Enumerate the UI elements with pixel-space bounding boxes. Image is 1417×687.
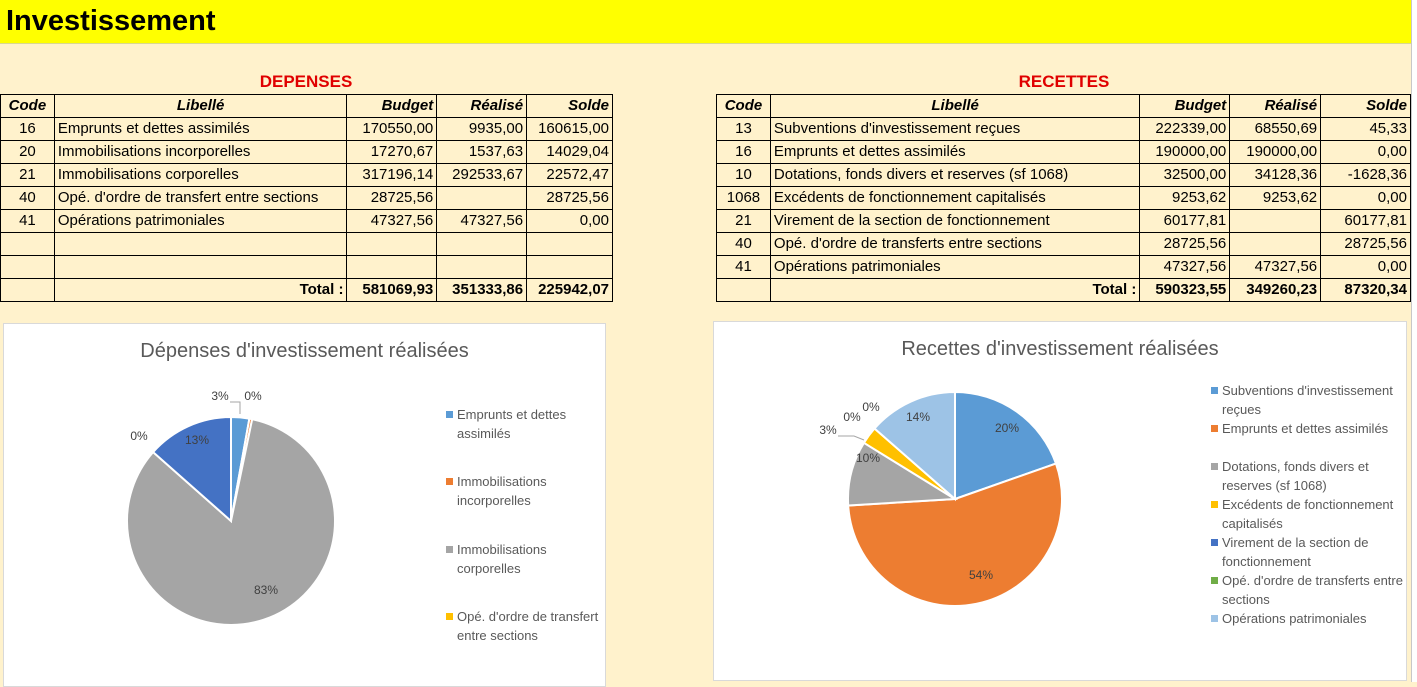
cell-solde[interactable]: 28725,56 — [1321, 233, 1411, 256]
total-budget[interactable]: 581069,93 — [347, 279, 437, 302]
legend-label: Excédents de fonctionnement capitalisés — [1222, 497, 1394, 531]
data-label: 0% — [862, 400, 880, 414]
cell-libelle[interactable] — [54, 256, 347, 279]
legend-swatch — [1211, 425, 1218, 432]
cell-code[interactable]: 10 — [717, 164, 771, 187]
cell-budget[interactable] — [347, 233, 437, 256]
cell-libelle[interactable] — [54, 233, 347, 256]
cell-code[interactable]: 1068 — [717, 187, 771, 210]
data-label: 83% — [253, 583, 279, 597]
cell-libelle[interactable]: Emprunts et dettes assimilés — [54, 118, 347, 141]
cell-code[interactable] — [1, 233, 55, 256]
table-row — [1, 256, 613, 279]
cell-budget[interactable]: 170550,00 — [347, 118, 437, 141]
data-label: 0% — [244, 389, 262, 403]
page-title: Investissement — [6, 5, 216, 37]
legend-swatch — [446, 613, 453, 620]
cell-code[interactable]: 16 — [1, 118, 55, 141]
table-row — [717, 118, 1411, 141]
cell-realise[interactable]: 9935,00 — [437, 118, 527, 141]
legend-label: Immobilisations corporelles — [457, 542, 547, 576]
table-row — [1, 233, 613, 256]
header-libelle: Libellé — [54, 95, 347, 118]
legend-swatch — [446, 546, 453, 553]
legend-swatch — [1211, 387, 1218, 394]
total-budget[interactable]: 590323,55 — [1140, 279, 1230, 302]
depenses-table — [0, 94, 613, 302]
cell-empty[interactable] — [717, 279, 771, 302]
table-row — [1, 210, 613, 233]
recettes-legend — [1211, 381, 1406, 641]
title-banner — [0, 0, 1411, 44]
total-solde[interactable]: 87320,34 — [1321, 279, 1411, 302]
cell-realise[interactable]: 292533,67 — [437, 164, 527, 187]
cell-budget[interactable]: 190000,00 — [1140, 141, 1230, 164]
cell-realise[interactable] — [437, 187, 527, 210]
table-row — [717, 141, 1411, 164]
legend-swatch — [1211, 577, 1218, 584]
cell-libelle[interactable]: Excédents de fonctionnement capitalisés — [770, 187, 1139, 210]
leader-line — [230, 402, 240, 414]
cell-libelle[interactable]: Immobilisations incorporelles — [54, 141, 347, 164]
recettes-chart[interactable] — [713, 321, 1407, 681]
data-label: 10% — [855, 451, 881, 465]
legend-label: Immobilisations incorporelles — [457, 474, 547, 508]
header-budget: Budget — [347, 95, 437, 118]
cell-realise[interactable]: 9253,62 — [1230, 187, 1321, 210]
total-solde[interactable]: 225942,07 — [527, 279, 613, 302]
cell-libelle[interactable]: Opé. d'ordre de transfert entre sections — [54, 187, 347, 210]
table-row — [717, 187, 1411, 210]
cell-realise[interactable]: 1537,63 — [437, 141, 527, 164]
data-label: 0% — [130, 429, 148, 443]
data-label: 3% — [211, 389, 229, 403]
legend-swatch — [446, 478, 453, 485]
cell-realise[interactable] — [437, 233, 527, 256]
cell-solde[interactable]: 28725,56 — [527, 187, 613, 210]
table-header-row — [1, 95, 613, 118]
cell-budget[interactable]: 28725,56 — [1140, 233, 1230, 256]
total-realise[interactable]: 351333,86 — [437, 279, 527, 302]
depenses-pie — [4, 344, 444, 684]
cell-libelle[interactable]: Dotations, fonds divers et reserves (sf 1068) — [770, 164, 1139, 187]
cell-budget[interactable]: 32500,00 — [1140, 164, 1230, 187]
header-realise: Réalisé — [1230, 95, 1321, 118]
table-row — [1, 187, 613, 210]
header-libelle: Libellé — [770, 95, 1139, 118]
cell-solde[interactable]: 160615,00 — [527, 118, 613, 141]
cell-solde[interactable]: 45,33 — [1321, 118, 1411, 141]
cell-budget[interactable] — [347, 256, 437, 279]
cell-budget[interactable]: 222339,00 — [1140, 118, 1230, 141]
table-row — [1, 164, 613, 187]
cell-budget[interactable]: 60177,81 — [1140, 210, 1230, 233]
cell-libelle[interactable]: Virement de la section de fonctionnement — [770, 210, 1139, 233]
cell-code[interactable]: 13 — [717, 118, 771, 141]
cell-budget[interactable]: 47327,56 — [347, 210, 437, 233]
cell-realise[interactable] — [1230, 210, 1321, 233]
cell-solde[interactable]: -1628,36 — [1321, 164, 1411, 187]
legend-swatch — [1211, 539, 1218, 546]
cell-realise[interactable]: 190000,00 — [1230, 141, 1321, 164]
leader-line — [838, 436, 864, 440]
table-row — [717, 256, 1411, 279]
cell-code[interactable] — [1, 256, 55, 279]
cell-solde[interactable]: 0,00 — [1321, 141, 1411, 164]
header-budget: Budget — [1140, 95, 1230, 118]
recettes-table — [716, 94, 1411, 302]
data-label: 13% — [184, 433, 210, 447]
cell-code[interactable]: 20 — [1, 141, 55, 164]
data-label: 20% — [994, 421, 1020, 435]
header-realise: Réalisé — [437, 95, 527, 118]
cell-budget[interactable]: 47327,56 — [1140, 256, 1230, 279]
cell-realise[interactable]: 34128,36 — [1230, 164, 1321, 187]
cell-code[interactable]: 41 — [1, 210, 55, 233]
legend-label: Opé. d'ordre de transfert entre sections — [457, 609, 599, 643]
table-row — [1, 141, 613, 164]
total-label[interactable]: Total : — [770, 279, 1139, 302]
cell-libelle[interactable]: Emprunts et dettes assimilés — [770, 141, 1139, 164]
total-label[interactable]: Total : — [54, 279, 347, 302]
legend-swatch — [1211, 501, 1218, 508]
cell-code[interactable]: 41 — [717, 256, 771, 279]
cell-realise[interactable]: 68550,69 — [1230, 118, 1321, 141]
data-label: 54% — [968, 568, 994, 582]
cell-code[interactable]: 16 — [717, 141, 771, 164]
chart-title: Recettes d'investissement réalisées — [901, 338, 1219, 360]
legend-label: Virement de la section de fonctionnement — [1222, 535, 1369, 569]
cell-empty[interactable] — [1, 279, 55, 302]
total-row — [1, 279, 613, 302]
recettes-title: RECETTES — [1018, 72, 1110, 91]
data-label: 14% — [905, 410, 931, 424]
cell-solde[interactable] — [527, 256, 613, 279]
cell-realise[interactable] — [1230, 233, 1321, 256]
legend-label: Subventions d'investissement reçues — [1222, 383, 1393, 417]
legend-swatch — [446, 411, 453, 418]
legend-label: Opé. d'ordre de transferts entre sections — [1222, 573, 1403, 607]
legend-swatch — [1211, 463, 1218, 470]
legend-label: Emprunts et dettes assimilés — [457, 407, 567, 441]
cell-budget[interactable]: 9253,62 — [1140, 187, 1230, 210]
cell-solde[interactable]: 14029,04 — [527, 141, 613, 164]
legend-swatch — [1211, 615, 1218, 622]
cell-libelle[interactable]: Opérations patrimoniales — [770, 256, 1139, 279]
header-solde: Solde — [527, 95, 613, 118]
cell-solde[interactable]: 0,00 — [527, 210, 613, 233]
depenses-title: DEPENSES — [259, 72, 353, 91]
depenses-chart[interactable] — [3, 323, 606, 687]
header-solde: Solde — [1321, 95, 1411, 118]
cell-realise[interactable]: 47327,56 — [1230, 256, 1321, 279]
data-label: 3% — [819, 423, 837, 437]
total-row — [717, 279, 1411, 302]
cell-realise[interactable]: 47327,56 — [437, 210, 527, 233]
chart-title: Dépenses d'investissement réalisées — [140, 340, 469, 362]
cell-code[interactable]: 21 — [1, 164, 55, 187]
cell-code[interactable]: 40 — [717, 233, 771, 256]
cell-budget[interactable]: 28725,56 — [347, 187, 437, 210]
header-code: Code — [717, 95, 771, 118]
cell-realise[interactable] — [437, 256, 527, 279]
cell-solde[interactable]: 0,00 — [1321, 256, 1411, 279]
table-row — [717, 210, 1411, 233]
cell-solde[interactable] — [527, 233, 613, 256]
legend-label: Dotations, fonds divers et reserves (sf 1068) — [1222, 459, 1369, 493]
recettes-pie — [714, 342, 1204, 672]
table-row — [717, 233, 1411, 256]
cell-libelle[interactable]: Immobilisations corporelles — [54, 164, 347, 187]
table-header-row — [717, 95, 1411, 118]
table-row — [1, 118, 613, 141]
header-code: Code — [1, 95, 55, 118]
cell-libelle[interactable]: Opé. d'ordre de transferts entre sections — [770, 233, 1139, 256]
cell-code[interactable]: 40 — [1, 187, 55, 210]
depenses-legend — [446, 405, 604, 665]
legend-label: Emprunts et dettes assimilés — [1222, 421, 1389, 436]
data-label: 0% — [843, 410, 861, 424]
cell-code[interactable]: 21 — [717, 210, 771, 233]
legend-label: Opérations patrimoniales — [1222, 611, 1367, 626]
table-row — [717, 164, 1411, 187]
cell-budget[interactable]: 317196,14 — [347, 164, 437, 187]
cell-solde[interactable]: 0,00 — [1321, 187, 1411, 210]
cell-libelle[interactable]: Opérations patrimoniales — [54, 210, 347, 233]
cell-budget[interactable]: 17270,67 — [347, 141, 437, 164]
sheet-scrollbar-strip[interactable] — [1411, 0, 1417, 682]
total-realise[interactable]: 349260,23 — [1230, 279, 1321, 302]
cell-solde[interactable]: 60177,81 — [1321, 210, 1411, 233]
cell-solde[interactable]: 22572,47 — [527, 164, 613, 187]
cell-libelle[interactable]: Subventions d'investissement reçues — [770, 118, 1139, 141]
